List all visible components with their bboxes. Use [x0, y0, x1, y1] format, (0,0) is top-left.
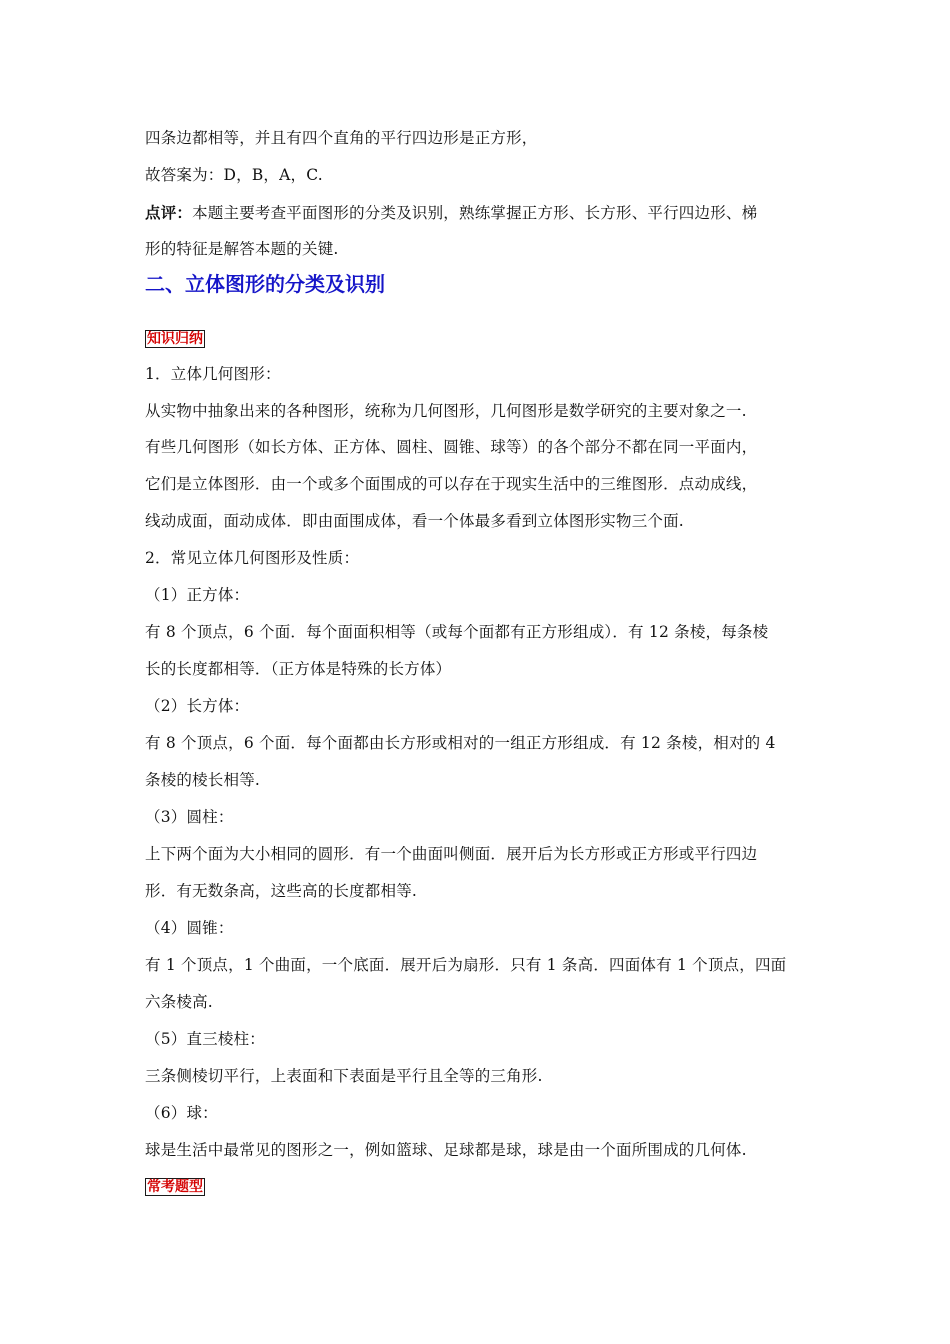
- text-line: 长的长度都相等．（正方体是特殊的长方体）: [145, 660, 452, 678]
- text-line: 上下两个面为大小相同的圆形．有一个曲面叫侧面．展开后为长方形或正方形或平行四边: [145, 845, 758, 863]
- subpoint-title: （4）圆锥：: [145, 919, 234, 937]
- text-line: 从实物中抽象出来的各种图形，统称为几何图形，几何图形是数学研究的主要对象之一.: [145, 402, 747, 420]
- subpoint-title: （3）圆柱：: [145, 808, 234, 826]
- text-line: 它们是立体图形．由一个或多个面围成的可以存在于现实生活中的三维图形．点动成线，: [145, 475, 758, 493]
- text-line: 有 1 个顶点，1 个曲面，一个底面．展开后为扇形．只有 1 条高．四面体有 1 个顶点，四面: [145, 956, 787, 974]
- subpoint-title: （1）正方体：: [145, 586, 250, 604]
- text-line: 条棱的棱长相等.: [145, 771, 261, 789]
- text-line: 形的特征是解答本题的关键.: [145, 240, 339, 258]
- text-line: 四条边都相等，并且有四个直角的平行四边形是正方形，: [145, 129, 538, 147]
- section-heading: 二、立体图形的分类及识别: [145, 272, 385, 296]
- text-line: 球是生活中最常见的图形之一，例如篮球、足球都是球，球是由一个面所围成的几何体.: [145, 1141, 747, 1159]
- common-question-tag: 常考题型: [147, 1179, 203, 1195]
- text-line: 有 8 个顶点，6 个面．每个面面积相等（或每个面都有正方形组成）．有 12 条棱，每条棱: [145, 623, 769, 641]
- knowledge-summary-tag: 知识归纳: [147, 331, 203, 347]
- text-line: 六条棱高.: [145, 993, 213, 1011]
- text-line: 三条侧棱切平行，上表面和下表面是平行且全等的三角形.: [145, 1067, 543, 1085]
- text-line: 形．有无数条高，这些高的长度都相等.: [145, 882, 418, 900]
- point-title: 1．立体几何图形：: [145, 365, 281, 383]
- text-line: 有 8 个顶点，6 个面．每个面都由长方形或相对的一组正方形组成．有 12 条棱，相对的 4: [145, 734, 776, 752]
- subpoint-title: （2）长方体：: [145, 697, 250, 715]
- comment-label: 点评：: [145, 203, 193, 222]
- comment-line: [145, 203, 825, 223]
- point-title: 2．常见立体几何图形及性质：: [145, 549, 360, 567]
- comment-text: 本题主要考查平面图形的分类及识别，熟练掌握正方形、长方形、平行四边形、梯: [192, 204, 758, 222]
- subpoint-title: （5）直三棱柱：: [145, 1030, 265, 1048]
- text-line: 有些几何图形（如长方体、正方体、圆柱、圆锥、球等）的各个部分不都在同一平面内，: [145, 438, 758, 456]
- answer-line: 故答案为：D，B，A，C.: [145, 166, 323, 184]
- text-line: 线动成面，面动成体．即由面围成体，看一个体最多看到立体图形实物三个面.: [145, 512, 684, 530]
- subpoint-title: （6）球：: [145, 1104, 218, 1122]
